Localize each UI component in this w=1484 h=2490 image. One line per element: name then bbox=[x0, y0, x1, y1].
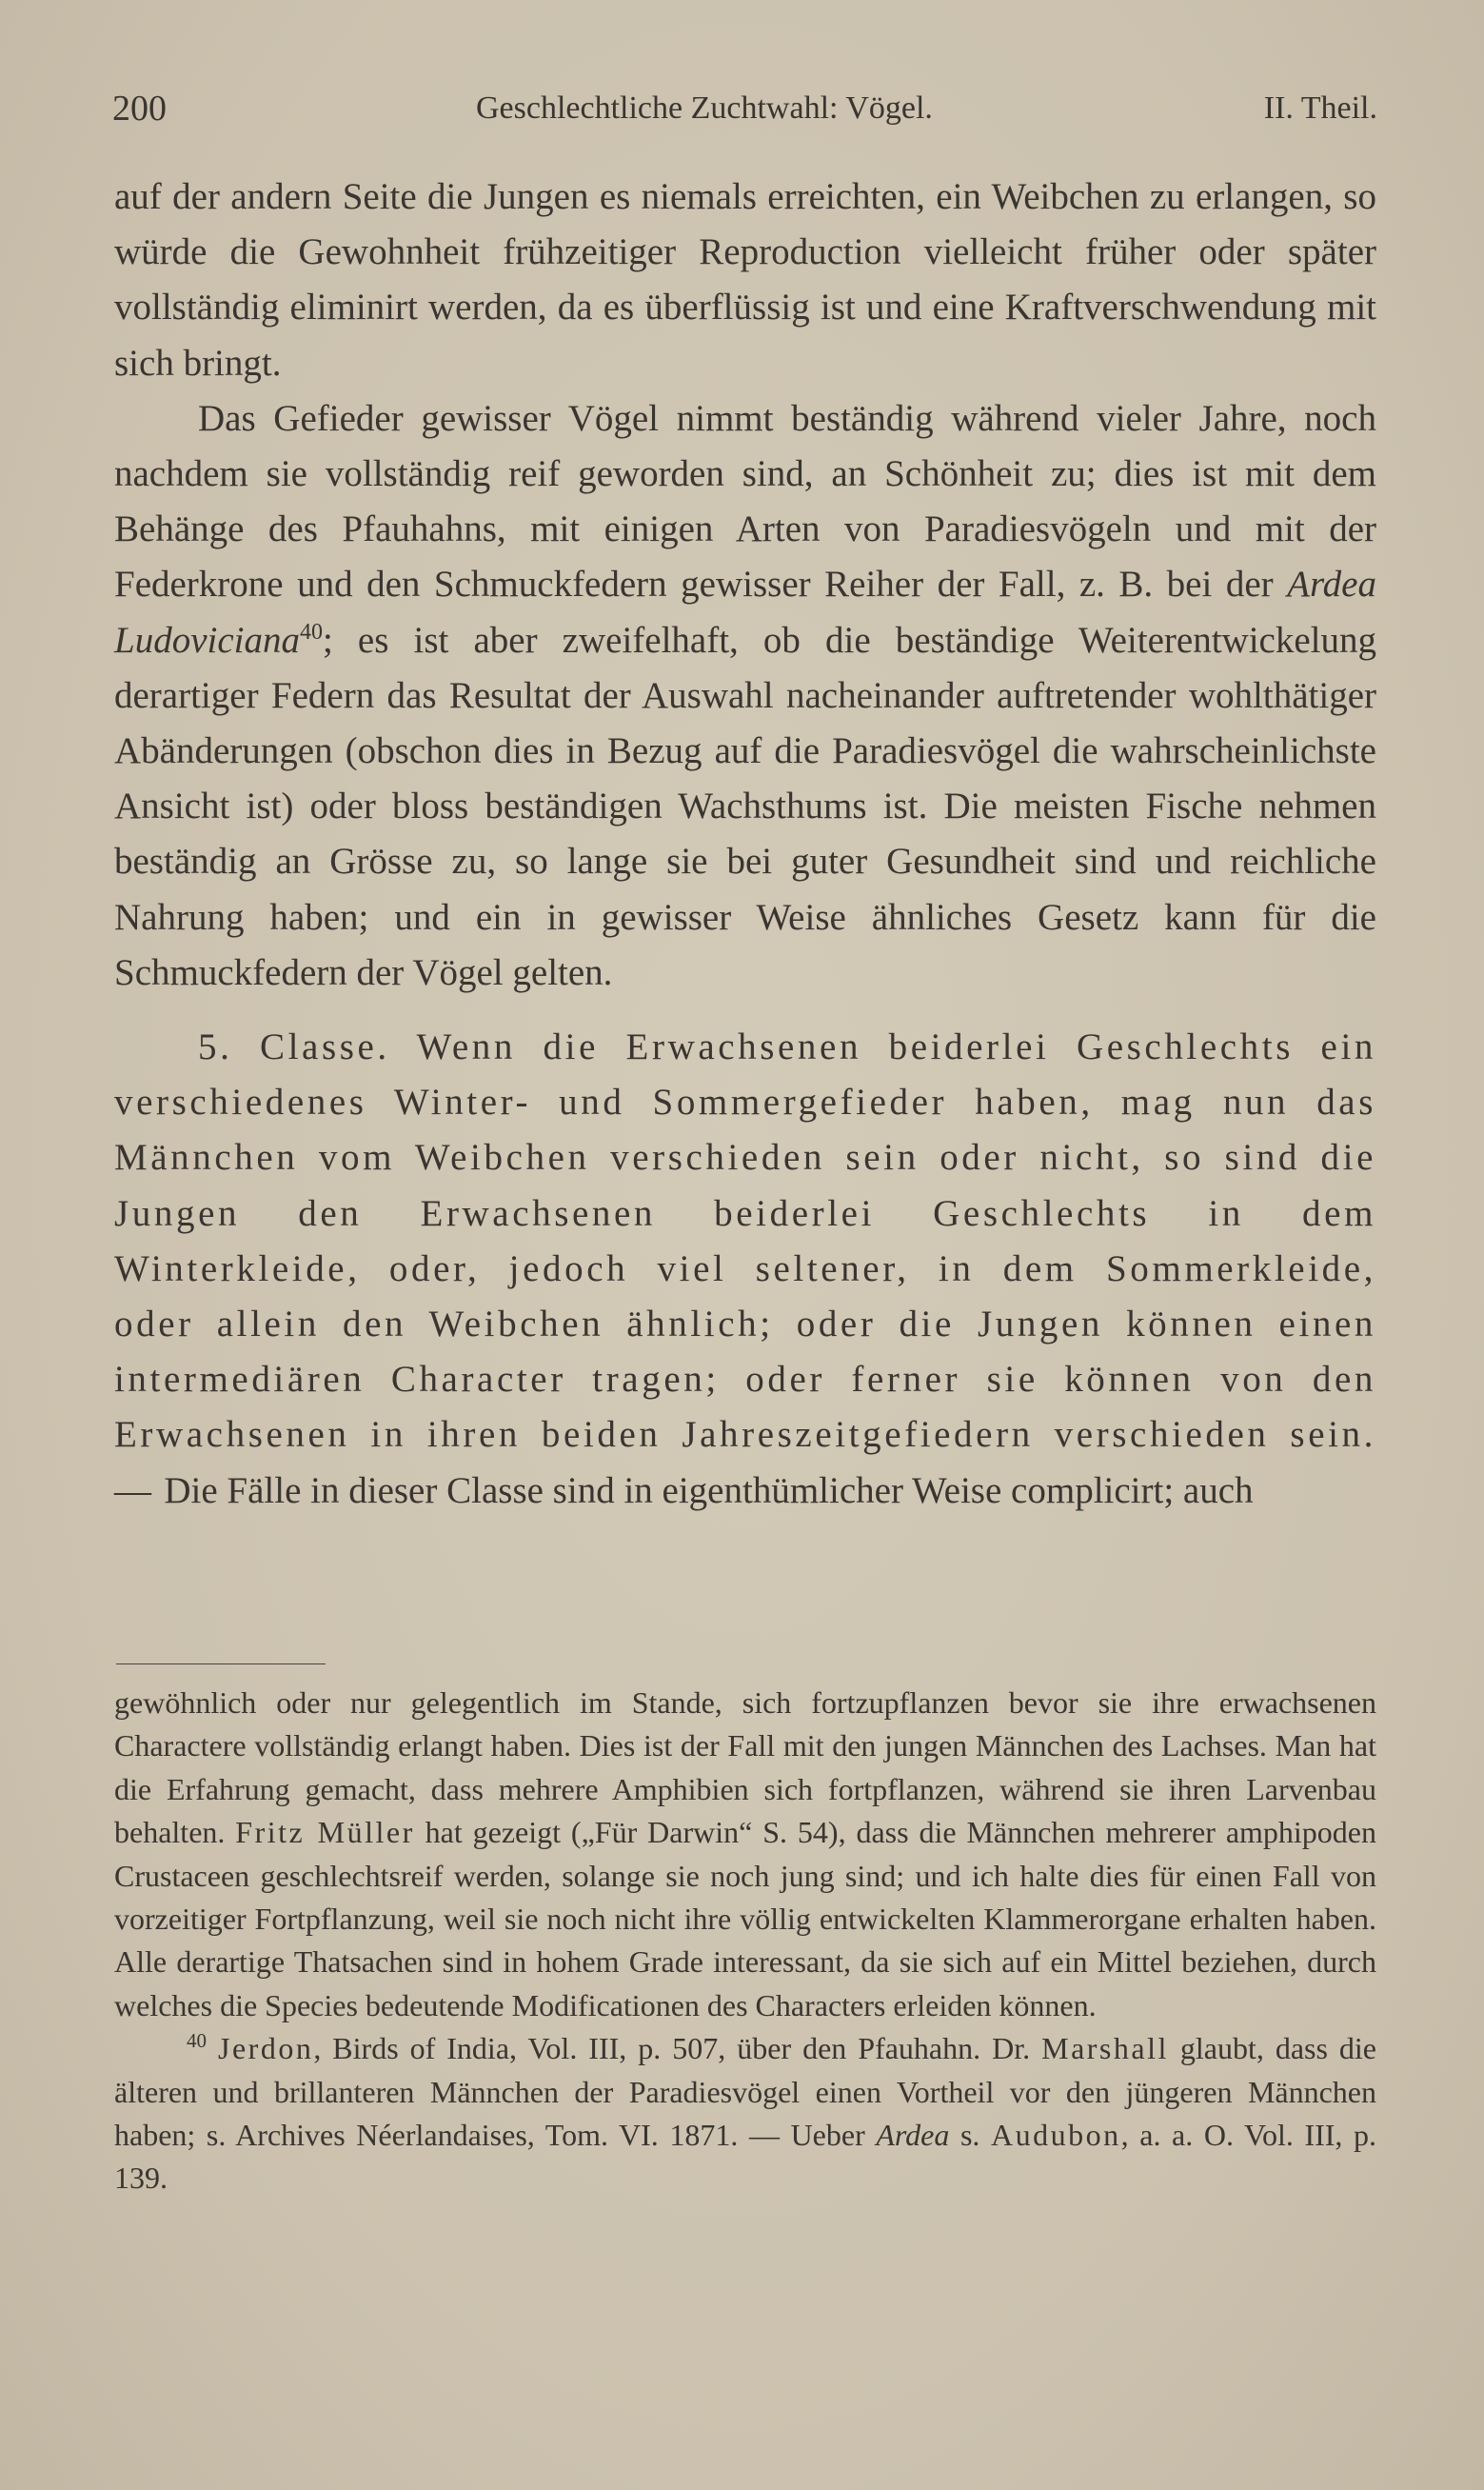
running-head bbox=[112, 84, 1377, 133]
paragraph-2 bbox=[114, 391, 1376, 1001]
running-title: Geschlechtliche Zuchtwahl: Vögel. bbox=[476, 90, 933, 126]
author-name: Audubon bbox=[991, 2118, 1121, 2153]
footnote-divider bbox=[116, 1663, 326, 1664]
footnote-40-text-c: s. bbox=[949, 2118, 992, 2153]
paragraph-3-spaced-text: 5. Classe. Wenn die Erwachsenen beiderlei Geschlechts ein verschiedenes Winter- und Sommergefieder haben, mag nun das Männchen vom Weibchen verschieden sein oder nicht, so sind die Jungen den Erwachsenen beiderlei Geschlechts in dem Winterkleide, oder, jedoch viel seltener, in dem Sommerkleide, oder allein den Weibchen ähnlich; oder die Jungen können einen intermediären Character tragen; oder ferner sie können von den Erwachsenen in ihren beiden Jahreszeitgefiedern verschieden sein. — bbox=[114, 1026, 1376, 1511]
paragraph-3-text: Die Fälle in dieser Classe sind in eigenthümlicher Weise complicirt; auch bbox=[154, 1469, 1254, 1511]
footnote-39-text-b: hat gezeigt („Für Darwin“ S. 54), dass die Männchen mehrerer amphipoden Crustaceen geschlechtsreif werden, solange sie noch jung sind; und ich halte dies für einen Fall von vorzeitiger Fortpflanzung, weil sie noch nicht ihre völlig entwickelten Klammerorgane erhalten haben. Alle derartige Thatsachen sind in hohem Grade interessant, da sie sich auf ein Mittel beziehen, durch welches die Species bedeutende Modificationen des Characters erleiden können. bbox=[114, 1815, 1377, 2022]
footnote-40-text-d: , a. a. O. Vol. III, p. 139. bbox=[114, 2118, 1377, 2196]
footnote-40 bbox=[114, 2027, 1376, 2201]
author-name: Jerdon bbox=[218, 2031, 314, 2066]
part-label: II. Theil. bbox=[1263, 90, 1377, 126]
main-text bbox=[114, 169, 1376, 1519]
footnotes bbox=[114, 1682, 1376, 2201]
paragraph-3 bbox=[114, 1020, 1376, 1519]
author-name: Fritz Müller bbox=[235, 1815, 415, 1850]
author-name: Marshall bbox=[1041, 2031, 1169, 2066]
footnote-39-text-a: gewöhnlich oder nur gelegentlich im Stande, sich fortzupflanzen bevor sie ihre erwachsenen Charactere vollständig erlangt haben. Dies ist der Fall mit den jungen Männchen des Lachses. Man hat die Erfahrung gemacht, dass mehrere Amphibien sich fortpflanzen, während sie ihren Larvenbau behalten. bbox=[114, 1685, 1376, 1850]
paragraph-1: auf der andern Seite die Jungen es niemals erreichten, ein Weibchen zu erlangen, so würde die Gewohnheit frühzeitiger Reproduction vielleicht früher oder später vollständig eliminirt werden, da es überflüssig ist und eine Kraftverschwendung mit sich bringt. bbox=[114, 176, 1376, 384]
paragraph-gap bbox=[114, 1001, 1376, 1020]
footnote-number: 40 bbox=[187, 2029, 207, 2053]
page-number: 200 bbox=[112, 89, 167, 129]
footnote-ref-40[interactable]: 40 bbox=[299, 619, 323, 645]
paragraph-2-text-b: ; es ist aber zweifelhaft, ob die beständige Weiterentwickelung derartiger Federn das Resultat der Auswahl nacheinander auftretender wohlthätiger Abänderungen (obschon dies in Bezug auf die Paradiesvögel die wahrscheinlichste Ansicht ist) oder bloss beständigen Wachsthums ist. Die meisten Fische nehmen beständig an Grösse zu, so lange sie bei guter Gesundheit sind und reichliche Nahrung haben; und ein in gewisser Weise ähnliches Gesetz kann für die Schmuckfedern der Vögel gelten. bbox=[114, 619, 1376, 993]
footnote-40-text-a: , Birds of India, Vol. III, p. 507, über den Pfauhahn. Dr. bbox=[313, 2031, 1042, 2066]
footnote-39-continued bbox=[114, 1682, 1376, 2027]
species-name: Ardea Ludoviciana bbox=[114, 564, 1376, 661]
footnote-40-text-b: glaubt, dass die älteren und brillanteren Männchen der Paradiesvögel einen Vortheil vor den jüngeren Männchen haben; s. Archives Néerlandaises, Tom. VI. 1871. — Ueber bbox=[114, 2031, 1377, 2153]
paragraph-2-text-a: Das Gefieder gewisser Vögel nimmt beständig während vieler Jahre, noch nachdem sie vollständig reif geworden sind, an Schönheit zu; dies ist mit dem Behänge des Pfauhahns, mit einigen Arten von Paradiesvögeln und mit der Federkrone und den Schmuckfedern gewisser Reiher der Fall, z. B. bei der bbox=[114, 397, 1376, 606]
genus-name: Ardea bbox=[876, 2118, 950, 2153]
